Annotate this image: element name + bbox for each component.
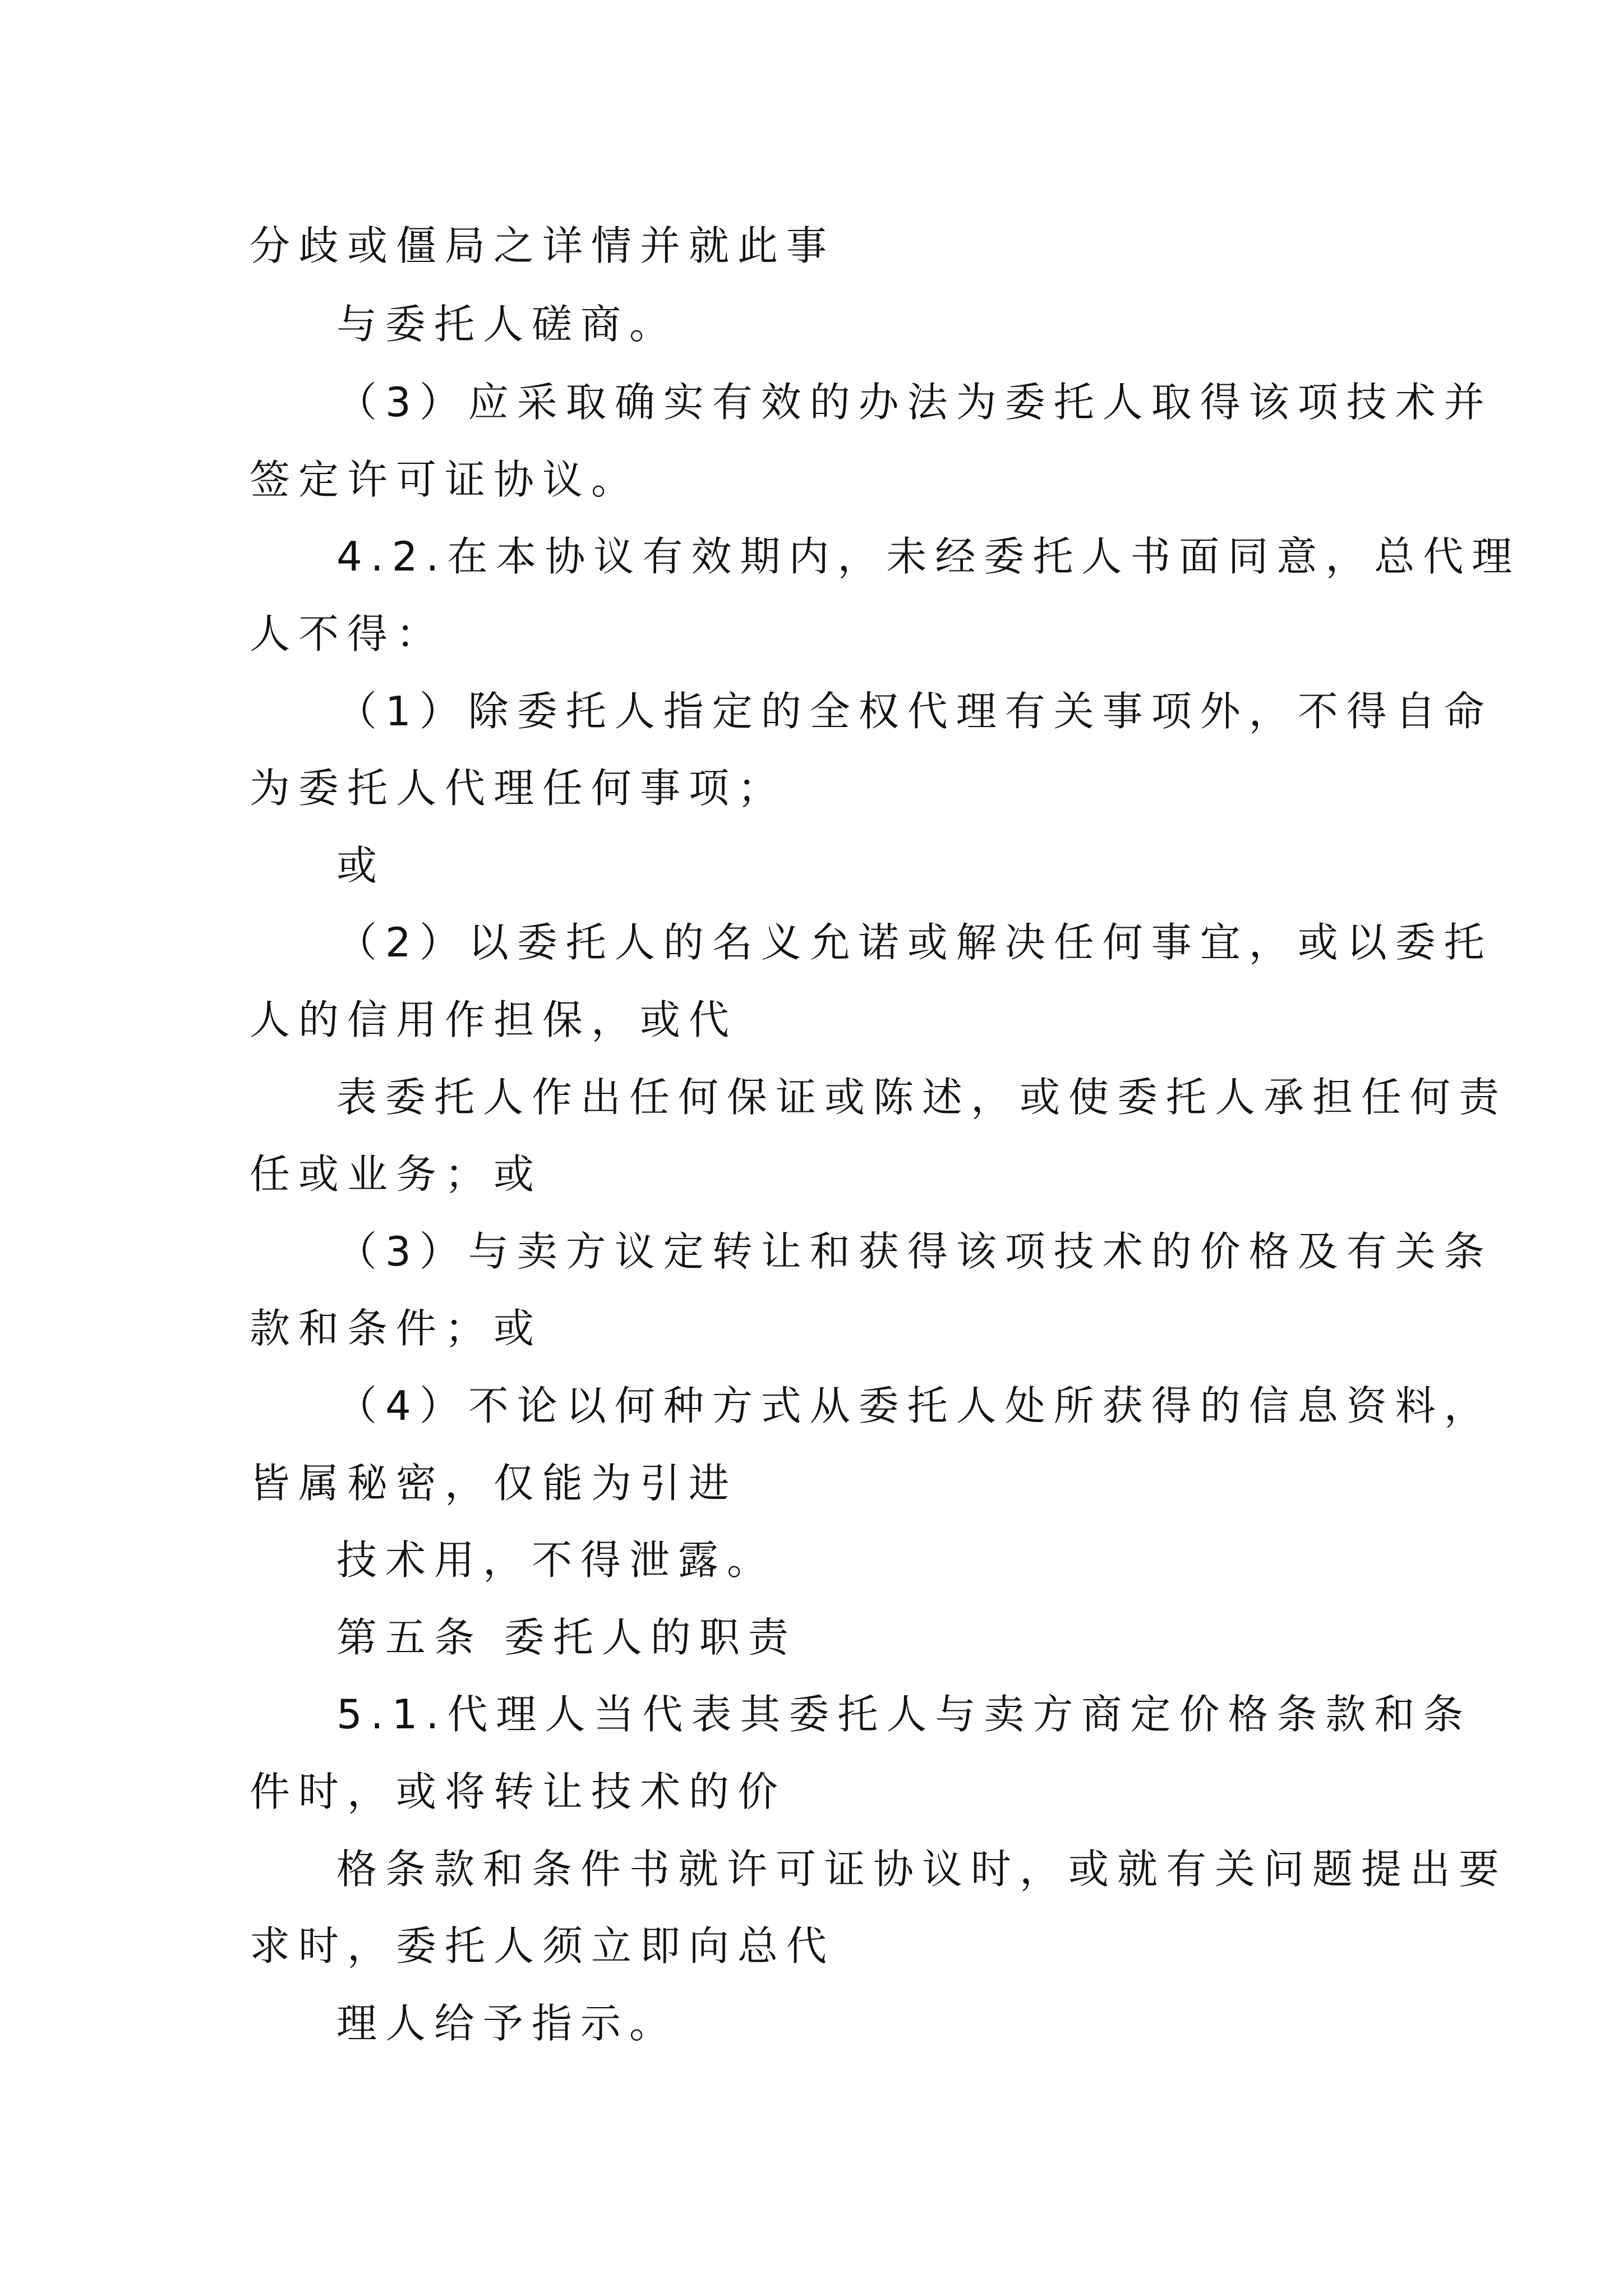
text-line: （2）以委托人的名义允诺或解决任何事宜，或以委托 — [336, 919, 1493, 966]
text-line: 件时，或将转让技术的价 — [250, 1768, 787, 1815]
text-line: 理人给予指示。 — [336, 2000, 679, 2047]
text-line: 分歧或僵局之详情并就此事 — [250, 222, 836, 269]
text-line: 任或业务；或 — [250, 1151, 543, 1198]
text-line: 款和条件；或 — [250, 1305, 543, 1352]
text-line: 表委托人作出任何保证或陈述，或使委托人承担任何责 — [336, 1074, 1508, 1121]
text-line: 或 — [336, 842, 386, 889]
text-line: 皆属秘密，仅能为引进 — [250, 1460, 738, 1507]
text-line: （3）应采取确实有效的办法为委托人取得该项技术并 — [336, 379, 1493, 426]
text-line: （3）与卖方议定转让和获得该项技术的价格及有关条 — [336, 1228, 1493, 1275]
text-line: 技术用，不得泄露。 — [336, 1536, 776, 1584]
text-line: 为委托人代理任何事项； — [250, 765, 787, 812]
text-line: 签定许可证协议。 — [250, 456, 640, 503]
text-line: （1）除委托人指定的全权代理有关事项外，不得自命 — [336, 688, 1493, 735]
text-line: 与委托人磋商。 — [336, 301, 679, 348]
text-line: （4）不论以何种方式从委托人处所获得的信息资料， — [336, 1382, 1493, 1429]
text-line: 人的信用作担保，或代 — [250, 996, 738, 1043]
text-line: 格条款和条件书就许可证协议时，或就有关问题提出要 — [336, 1846, 1508, 1893]
text-line: 人不得： — [250, 610, 445, 657]
text-line: 5.1.代理人当代表其委托人与卖方商定价格条款和条 — [336, 1691, 1472, 1738]
section-heading: 第五条 委托人的职责 — [336, 1614, 797, 1661]
text-line: 求时，委托人须立即向总代 — [250, 1922, 836, 1970]
text-line: 4.2.在本协议有效期内，未经委托人书面同意，总代理 — [336, 533, 1521, 580]
